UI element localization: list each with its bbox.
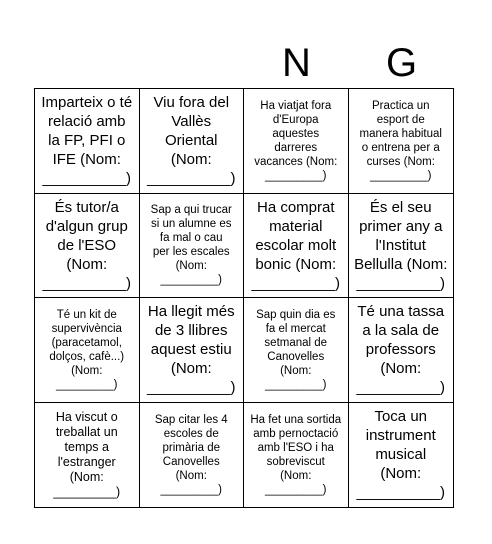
cell-text: Imparteix o té relació amb la FP, PFI o IFE (Nom: __________) [41,94,133,188]
cell-text: Ha viscut o treballat un temps a l'estranger (Nom: _________) [53,409,121,499]
cell-text: És tutor/a d'algun grup de l'ESO (Nom: __________) [42,198,131,292]
cell-text: Ha llegit més de 3 llibres aquest estiu (Nom: __________) [147,303,236,397]
header-letter-1 [34,40,139,86]
header-letter-n: N [282,41,311,85]
bingo-cell[interactable] [244,89,349,194]
cell-text: Ha comprat material escolar molt bonic (Nom: __________) [251,198,340,292]
bingo-grid [34,88,454,508]
header-letter-2 [139,40,244,86]
bingo-cell[interactable] [35,194,140,299]
cell-text: Sap quin dia es fa el mercat setmanal de Canovelles (Nom: _________) [256,308,336,391]
bingo-cell[interactable] [140,298,245,403]
bingo-cell[interactable] [244,403,349,508]
bingo-cell[interactable] [140,194,245,299]
bingo-cell[interactable] [140,403,245,508]
bingo-cell[interactable] [35,89,140,194]
bingo-cell[interactable] [35,403,140,508]
cell-text: Té una tassa a la sala de professors (Nom: __________) [356,303,445,397]
cell-text: Sap citar les 4 escoles de primària de Canovelles (Nom: _________) [154,413,228,496]
cell-text: Toca un instrument musical (Nom: __________) [356,408,445,502]
bingo-cell[interactable] [140,89,245,194]
bingo-cell[interactable] [349,194,454,299]
bingo-cell[interactable] [244,194,349,299]
cell-text: Sap a qui trucar si un alumne es fa mal o cau per les escales (Nom: _________) [150,204,232,287]
bingo-header [34,40,454,86]
cell-text: Ha viatjat fora d'Europa aquestes darreres vacances (Nom: _________) [254,99,338,182]
bingo-cell[interactable] [244,298,349,403]
cell-text: Té un kit de supervivència (paracetamol, dolços, cafè...) (Nom: _________) [49,308,125,391]
bingo-cell[interactable] [349,89,454,194]
header-letter-g: G [385,41,418,85]
cell-text: Practica un esport de manera habitual o entrena per a curses (Nom: _________) [359,99,442,182]
cell-text: Viu fora del Vallès Oriental (Nom: __________) [147,94,236,188]
bingo-cell[interactable] [35,298,140,403]
cell-text: Ha fet una sortida amb pernoctació amb l'ESO i ha sobreviscut (Nom: _________) [250,413,342,496]
bingo-cell[interactable] [349,403,454,508]
cell-text: És el seu primer any a l'Institut Bellulla (Nom: __________) [354,198,448,292]
bingo-cell[interactable] [349,298,454,403]
